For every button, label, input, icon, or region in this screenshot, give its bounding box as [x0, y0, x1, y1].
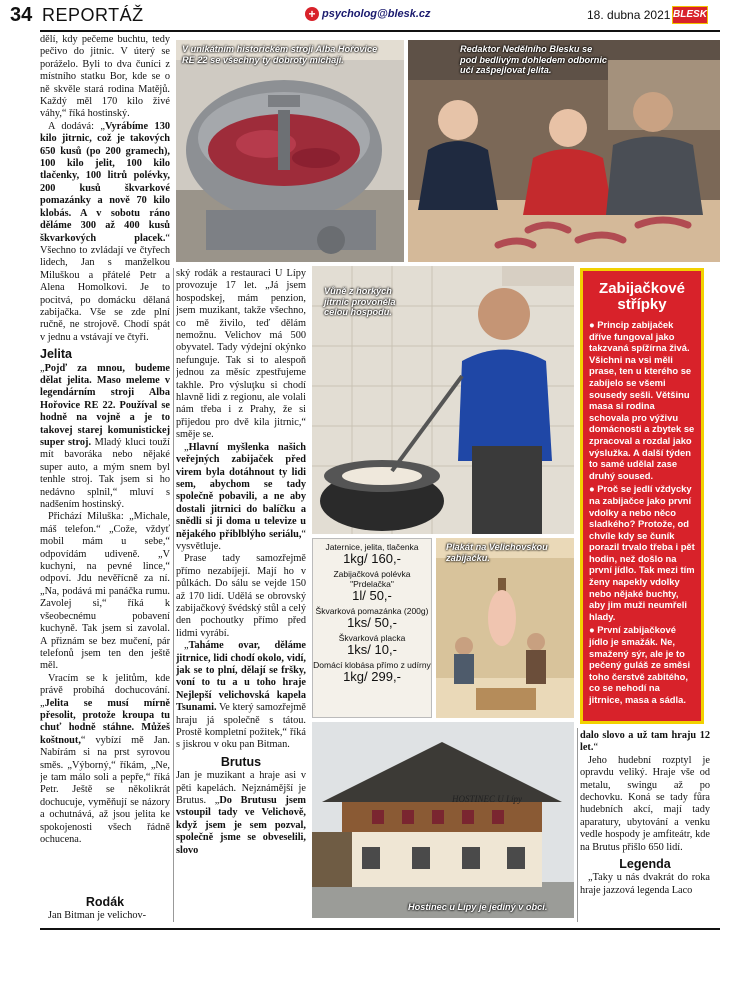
- price-item-name: Domácí klobása přímo z udírny: [313, 660, 431, 670]
- paragraph: „Taky u nás dvakrát do roka hraje jazzová legenda Laco: [580, 872, 710, 896]
- text: “ vysvětluje.: [176, 528, 306, 552]
- paragraph: [176, 640, 306, 752]
- photo-caption: V unikátním historickém stroji Alba Hořovice RE 22 se všechny ty dobroty míchají.: [182, 44, 378, 65]
- subheading-brutus: Brutus: [220, 754, 262, 769]
- text: „: [184, 441, 189, 453]
- article-column-1-end: [40, 892, 170, 923]
- text: Ve který samozřejmě hraju já společně s tátou. Prostě kompletní požitek,“ říká s jiskrou v oku pan Bitman.: [176, 702, 306, 751]
- paragraph: [40, 121, 170, 344]
- price-board: [312, 538, 432, 718]
- paragraph: [40, 363, 170, 512]
- footer-rule: [40, 928, 720, 930]
- sidebar-item-text: Princip zabijaček dříve fungoval jako takzvaná spížírna živá. Všichni na vsi měli prase, ten u kterého se zabíjelo se všemi sousedy sešli. Většinu masa si rodina schovala pro výživu domácnosti a zbytek se zpracoval a rozdal jako výslužka. A další týden to samé udělal zase druhý soused.: [589, 319, 695, 481]
- price-item: [313, 606, 431, 630]
- quote-bold: Jelita se musí mírně přesolit, protože kroupa tu chuť hodně stáhne. Můžeš koštnout,: [40, 697, 170, 746]
- bullet-icon: ●: [589, 624, 598, 636]
- subheading-rodak: Rodák: [85, 895, 125, 909]
- photo-cook-jitrnice: [312, 266, 574, 534]
- header-rule: [40, 30, 720, 32]
- paragraph: ský rodák a restauraci U Lípy provozuje 17 let. „Já jsem hospodskej, mám penzion, jsem muzikant, takže všechno, co mě živilo, teď dělám nemožnu. Velichov má 500 obyvatel. Tady výdejní okýnko nefunguje. Tak si to alespoň jednou za měsíc zpestřujeme takhle. Pro výsluţku si chodí hlavně lidi z regionu, ale volali nám třeba i z Prahy, že si přijedou pro dvě kila jitrnic,“ směje se.: [176, 268, 306, 441]
- price-item-name: Škvarková placka: [338, 633, 406, 643]
- price-item: [313, 633, 431, 657]
- issue-date: 18. dubna 2021: [587, 8, 671, 22]
- text: Vracím se k jelitům, kde právě probíhá dochucování. „: [40, 672, 170, 709]
- sidebar-item: [589, 319, 695, 481]
- price-item-price: 1ks/ 50,-: [347, 615, 397, 630]
- sidebar-box: [580, 268, 704, 724]
- subheading-legenda: Legenda: [619, 857, 671, 872]
- article-column-3: [580, 730, 710, 920]
- paragraph: [40, 673, 170, 847]
- sidebar-item-text: První zabijačkové jídlo je smažák. Ne, smažený sýr, ale je to pečený guláš ze směsi toho čerstvě zabitého, co se nehodí na jitrnice, masa a sádla.: [589, 624, 691, 705]
- paragraph: dělí, kdy pečeme buchtu, tedy pečivo do jitnic. V úterý se poráželo. Byli to dva čuníci z místního statku Bor, kde se o ně skvěle stará rodina Matějů. Každý měl 170 kilo živé váhy,“ říká hostinský.: [40, 34, 170, 120]
- quote-bold: Pojď za mnou, budeme dělat jelita. Maso meleme v legendárním stroji Alba Hořovice RE 22. Používal se hodně na vojně a je to takovej starej komunistickej super stroj.: [40, 362, 170, 448]
- price-item-name: Zabijačková polévka "Prdelačka": [333, 569, 411, 589]
- quote-bold: Hlavní myšlenka našich veřejných zabijaček před virem byla dotáhnout ty lidi sem, abychom se tady společně pobavili, a ne aby dostali jitrnici do balíčku a snědli si ji doma u televize u nějakého přiblblýho seriálu,: [176, 441, 306, 540]
- quote-bold: Taháme ovar, děláme jitrnice, lidi chodí okolo, vidí, jak se to plní, dělají se fršky, voní to tu a u toho hraje Nejlepší velichovská kapela Tsunami.: [176, 640, 306, 714]
- bullet-icon: ●: [589, 319, 598, 330]
- sidebar-list: [583, 319, 701, 706]
- article-column-2: [176, 268, 306, 920]
- blesk-logo: BLESK: [672, 6, 708, 24]
- column-divider: [173, 268, 174, 922]
- paragraph: [176, 442, 306, 554]
- photo-caption: Hostinec u Lípy je jediný v obci.: [408, 902, 548, 912]
- column-divider: [577, 728, 578, 922]
- text: „: [40, 362, 45, 374]
- sidebar-title: Zabijačkové střípky: [599, 280, 685, 313]
- price-item-price: 1kg/ 299,-: [343, 669, 401, 684]
- poster-illustration: [436, 538, 574, 718]
- building-illustration: [312, 722, 574, 918]
- photo-meat-grinder: [176, 40, 404, 262]
- text: Mladý kluci touží mít bavoráka nebo nějaké super auto, a mým snem byl tenhle stroj. Tak jsem si ho nedávno splnil,“ mluví s nadšením hostinský.: [40, 437, 170, 511]
- photo-hostinec: [312, 722, 574, 918]
- quote-bold: Vyrábíme 130 kilo jitrnic, což je takových 650 kusů (po 200 gramech), 100 kilo jelit, 100 kilo tlačenky, 100 litrů polévky, 200 kusů škvarkové pomazánky a nově 70 kilo klobás. A v sobotu ráno děláme 300 až 400 kusů škvarkových placek.: [40, 120, 170, 244]
- price-item-price: 1ks/ 10,-: [347, 642, 397, 657]
- text: “: [593, 742, 599, 754]
- quote-bold: dalo slovo a už tam hraju 12 let.: [580, 730, 710, 754]
- article-column-1: [40, 34, 170, 920]
- contact-email[interactable]: psycholog@blesk.cz: [322, 8, 431, 20]
- paragraph: Jeho hudební rozptyl je opravdu veliký. Hraje vše od metalu, swingu až po dechovku. Koná se tady fůra hudebních akcí, mají tady aparatury, ubytování a venku vedle hospody je amfiteátr, kde na Brutus přišlo 650 lidí.: [580, 754, 710, 853]
- price-item: [313, 660, 431, 684]
- text: „: [184, 640, 189, 652]
- page-number: 34: [10, 4, 33, 26]
- price-item: [313, 569, 431, 603]
- plus-icon: +: [305, 7, 319, 21]
- photo-caption: Plakát na Velichovskou zabijačku.: [446, 542, 548, 563]
- text: “ Všechno to zvládají ve čtyřech lidech, Jan s manželkou Miluškou a přátelé Petr a Alena Homolkovi. Je to pocitvá, po domácku dělaná zabijačka. Vše se zde plní ručně, ne strojově. Chodí spát v jednu a vstávají ve čtyři.: [40, 232, 170, 343]
- paragraph: Přichází Miluška: „Michale, máš telefon.“ „Cože, vždyť mobil mám u sebe,“ odpovídám udiveně. „V kuchyni, na pevné lince,“ odpoví. Jdu nevěřícně za ní. „Na, podává mi panáčka rumu. Zavolej si,“ říká k všeobecnému pobavení kuchyně. Tak jsem si zavolal. A přiznám se bez mučení, pár telefonů jsem ten den ještě měl.: [40, 511, 170, 672]
- sidebar-item: [589, 483, 695, 622]
- text: “ vybízí mě Jan. Nabírám si na prst syrovou směs. „Výborný,“ říkám, „Ne, je tam málo soli a pepře,“ říká Petr. Ještě se několikrát dochucuje, vyměňují se názory a ochutnává, až jsou jelita ke spokojenosti všech řádně ochucena.: [40, 734, 170, 845]
- price-item-name: Jaternice, jelita, tlačenka: [325, 542, 419, 552]
- price-item-price: 1l/ 50,-: [352, 588, 392, 603]
- paragraph: [580, 730, 710, 755]
- price-item: [313, 542, 431, 566]
- text: A dodává: „: [48, 120, 105, 132]
- meat-grinder-illustration: [176, 40, 404, 262]
- photo-caption: Redaktor Nedělního Blesku se pod bedlivým dohledem odbornic učí zašpejlovat jelita.: [460, 44, 608, 75]
- photo-caption: Vůně z horkých jitrnic provoněla celou hospodu.: [324, 286, 396, 317]
- section-label: REPORTÁŽ: [42, 5, 144, 25]
- price-item-name: Škvarková pomazánka (200g): [315, 606, 429, 616]
- sidebar-item-text: Proč se jedlí vždycky na zabijačce jako první vdolky a nebo něco sladkého? Protože, od chvíle kdy se čuník porazil trvalo třeba i pět hodin, než došlo na první jídlo. Tak mezi tím ženy napekly vdolky nebo nějaké buchty, aby jim muži neumřeli hlady.: [589, 483, 695, 622]
- photo-poster: [436, 538, 574, 718]
- subheading-jelita: Jelita: [40, 347, 72, 362]
- price-item-price: 1kg/ 160,-: [343, 551, 401, 566]
- paragraph: Prase tady samozřejmě přímo nezabíjejí. Mají ho v půlkách. Do sálu se vejde 150 až 170 lidí. Udělá se obrovský zabijačkový švédský stůl a celý den pochoutky přímo před lidmi vyrábí.: [176, 553, 306, 639]
- paragraph: [176, 770, 306, 857]
- text: Jan je muzikant a hraje asi v pěti kapelách. Nejznámější je Brutus. „: [176, 770, 306, 807]
- building-sign: HOSTINEC U Lípy: [452, 794, 523, 804]
- quote-bold: Do Brutusu jsem vstoupil tady ve Velichově, když jsem je sem pozval, společně jsme se obveselili, slovo: [176, 795, 306, 856]
- bullet-icon: ●: [589, 483, 598, 495]
- paragraph: Jan Bitman je velichov-: [48, 910, 147, 922]
- photo-kitchen-sausages: [408, 40, 720, 262]
- sidebar-item: [589, 624, 695, 705]
- page-header: [0, 0, 731, 28]
